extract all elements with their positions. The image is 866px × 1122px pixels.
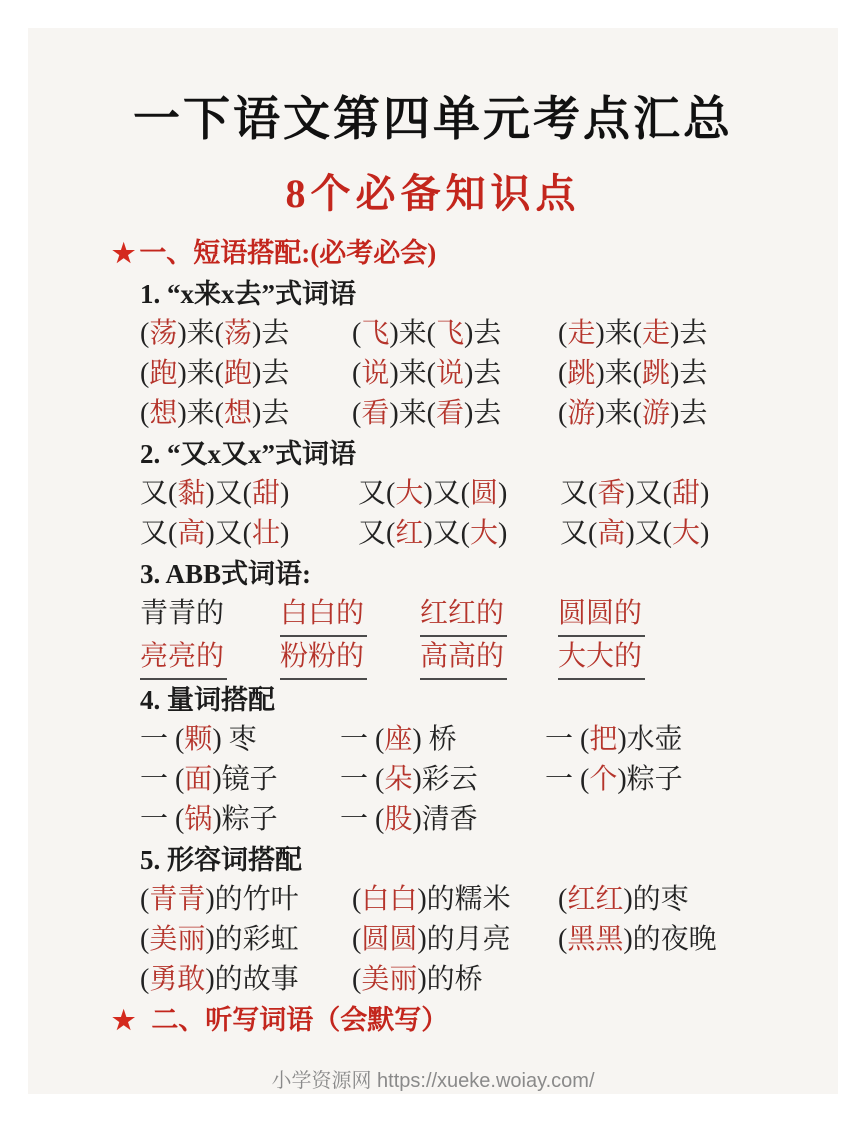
phrase-cell: 又(红)又(大)	[358, 518, 508, 549]
phrase-cell: (游)来(游)去	[558, 398, 708, 429]
abb-word: 粉粉的	[280, 637, 367, 680]
phrase-cell: (跑)来(跑)去	[140, 358, 290, 389]
page-subtitle: 8个必备知识点	[285, 171, 581, 216]
phrase-cell: (白白)的糯米	[352, 884, 511, 915]
phrase-cell: (圆圆)的月亮	[352, 924, 511, 955]
section-1-heading	[112, 233, 838, 274]
abb-word: 亮亮的	[140, 637, 227, 680]
abb-word: 圆圆的	[558, 594, 645, 637]
subsection-3-heading: 3. ABB式词语:	[140, 559, 312, 589]
abb-word: 红红的	[420, 594, 507, 637]
subsection-4-heading: 4. 量词搭配	[140, 685, 275, 715]
phrase-row	[140, 880, 838, 920]
abb-word: 青青的	[140, 598, 225, 629]
phrase-cell: 一 (股)清香	[340, 804, 478, 835]
phrase-cell: 又(香)又(甜)	[560, 478, 710, 509]
phrase-cell: (跳)来(跳)去	[558, 358, 708, 389]
phrase-cell: 一 (把)水壶	[545, 724, 683, 755]
phrase-cell: (红红)的枣	[558, 884, 689, 915]
phrase-cell: (说)来(说)去	[352, 358, 502, 389]
phrase-row	[140, 314, 838, 354]
phrase-cell: 一 (座) 桥	[340, 724, 457, 755]
phrase-row	[140, 800, 838, 840]
phrase-cell: (青青)的竹叶	[140, 884, 299, 915]
phrase-cell: (美丽)的彩虹	[140, 924, 299, 955]
phrase-cell: (勇敢)的故事	[140, 964, 299, 995]
phrase-cell: (黑黑)的夜晚	[558, 924, 717, 955]
footer-watermark: 小学资源网 https://xueke.woiay.com/	[271, 1070, 595, 1092]
star-icon: ★	[112, 239, 136, 268]
phrase-row	[140, 474, 838, 514]
section-2-heading	[112, 1000, 838, 1041]
phrase-row	[140, 514, 838, 554]
worksheet-body	[28, 233, 838, 1041]
phrase-cell: 一 (锅)粽子	[140, 804, 278, 835]
phrase-cell: (荡)来(荡)去	[140, 318, 290, 349]
phrase-row	[140, 720, 838, 760]
abb-word: 大大的	[558, 637, 645, 680]
phrase-row	[140, 920, 838, 960]
worksheet-page	[28, 28, 838, 1094]
star-icon: ★	[112, 1006, 136, 1035]
subsection-1-heading: 1. “x来x去”式词语	[140, 279, 356, 309]
phrase-cell: 一 (朵)彩云	[340, 764, 478, 795]
phrase-row	[140, 354, 838, 394]
phrase-cell: 又(大)又(圆)	[358, 478, 508, 509]
abb-row	[140, 637, 838, 680]
phrase-cell: (走)来(走)去	[558, 318, 708, 349]
phrase-cell: 又(高)又(大)	[560, 518, 710, 549]
abb-row	[140, 594, 838, 637]
phrase-cell: (看)来(看)去	[352, 398, 502, 429]
phrase-cell: 又(高)又(壮)	[140, 518, 290, 549]
abb-word: 高高的	[420, 637, 507, 680]
phrase-row	[140, 394, 838, 434]
phrase-cell: 一 (面)镜子	[140, 764, 278, 795]
phrase-cell: (美丽)的桥	[352, 964, 483, 995]
section-2-heading-label: 二、听写词语（会默写）	[151, 1005, 449, 1035]
subsection-5-heading: 5. 形容词搭配	[140, 845, 302, 875]
section-1-heading-label: 一、短语搭配:(必考必会)	[139, 238, 437, 268]
phrase-row	[140, 760, 838, 800]
phrase-cell: 一 (个)粽子	[545, 764, 683, 795]
phrase-cell: (想)来(想)去	[140, 398, 290, 429]
page-title: 一下语文第四单元考点汇总	[133, 94, 733, 146]
phrase-cell: 又(黏)又(甜)	[140, 478, 290, 509]
subsection-2-heading: 2. “又x又x”式词语	[140, 439, 356, 469]
abb-word: 白白的	[280, 594, 367, 637]
phrase-cell: (飞)来(飞)去	[352, 318, 502, 349]
phrase-row	[140, 960, 838, 1000]
phrase-cell: 一 (颗) 枣	[140, 724, 257, 755]
